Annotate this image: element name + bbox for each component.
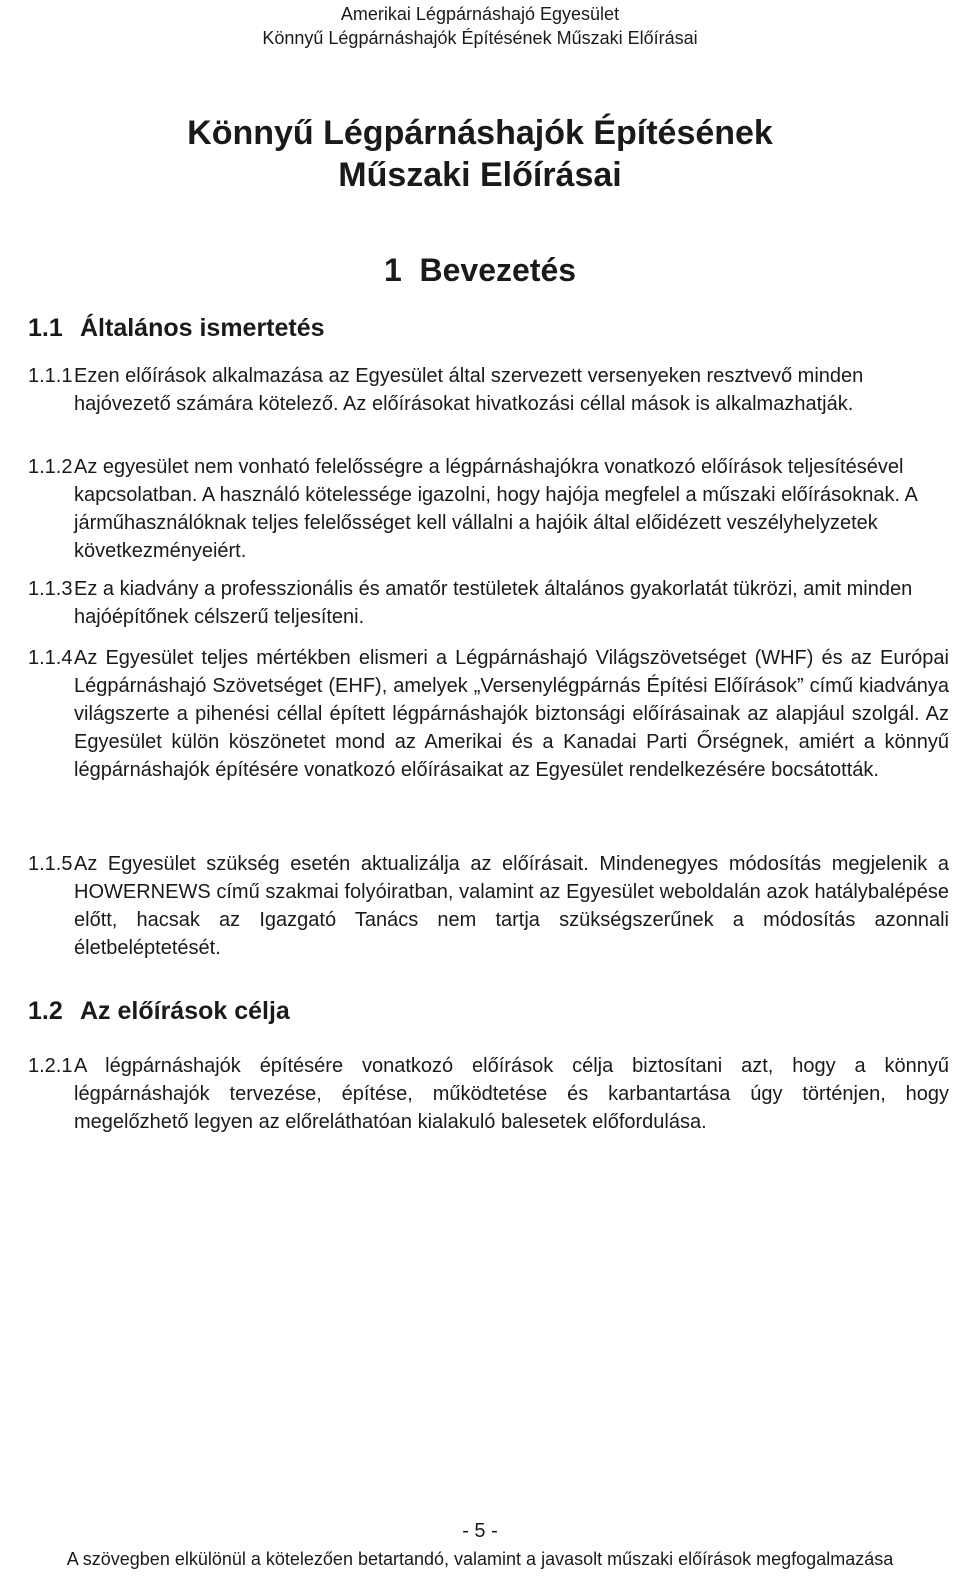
paragraph-text: Ezen előírások alkalmazása az Egyesület által szervezett versenyeken resztvevő minden hajóvezető számára kötelező. Az előírásokat hivatkozási céllal mások is alkalmazhatják. bbox=[74, 365, 864, 415]
section-title: Az előírások célja bbox=[80, 997, 290, 1025]
paragraph-1-1-4 bbox=[28, 644, 950, 784]
paragraph-number: 1.2.1 bbox=[28, 1055, 73, 1077]
section-heading-1-2 bbox=[28, 995, 290, 1027]
header-document-title: Könnyű Légpárnáshajók Építésének Műszaki Előírásai bbox=[262, 28, 698, 48]
paragraph-text: Az egyesület nem vonható felelősségre a légpárnáshajókra vonatkozó előírások teljesítésével kapcsolatban. A használó kötelessége igazolni, hogy hajója megfelel a műszaki előírásoknak. A járműhasználóknak teljes felelősséget kell vállalni a hajóik által előidézett veszélyhelyzetek következményeiért. bbox=[74, 456, 917, 562]
section-title: Általános ismertetés bbox=[80, 314, 325, 342]
paragraph-1-2-1 bbox=[28, 1052, 950, 1136]
section-number: 1.1 bbox=[28, 314, 63, 342]
document-title-line-2: Műszaki Előírásai bbox=[338, 156, 622, 194]
document-title bbox=[0, 112, 960, 196]
chapter-heading: 1 Bevezetés bbox=[383, 252, 577, 288]
paragraph-1-1-3 bbox=[28, 575, 950, 631]
paragraph-1-1-5 bbox=[28, 850, 950, 962]
paragraph-number: 1.1.5 bbox=[28, 853, 73, 875]
paragraph-number: 1.1.2 bbox=[28, 456, 73, 478]
paragraph-text: A légpárnáshajók építésére vonatkozó előírások célja biztosítani azt, hogy a könnyű légpárnáshajók tervezése, építése, működtetése és karbantartása úgy történjen, hogy megelőzhető legyen az előreláthatóan kialakuló balesetek előfordulása. bbox=[74, 1055, 949, 1133]
running-header bbox=[0, 0, 960, 50]
section-heading-1-1 bbox=[28, 312, 325, 344]
paragraph-number: 1.1.4 bbox=[28, 647, 73, 669]
paragraph-number: 1.1.1 bbox=[28, 365, 73, 387]
paragraph-text: Ez a kiadvány a professzionális és amatőr testületek általános gyakorlatát tükrözi, amit minden hajóépítőnek célszerű teljesíteni. bbox=[74, 578, 913, 628]
paragraph-1-1-2 bbox=[28, 453, 950, 565]
paragraph-text: Az Egyesület szükség esetén aktualizálja az előírásait. Mindenegyes módosítás megjelenik a HOWERNEWS című szakmai folyóiratban, valamint az Egyesület weboldalán azok hatálybalépése előtt, hacsak az Igazgató Tanács nem tartja szükségszerűnek a módosítás azonnali életbeléptetését. bbox=[74, 853, 949, 959]
paragraph-1-1-1 bbox=[28, 362, 950, 418]
page-number: - 5 - bbox=[462, 1520, 498, 1542]
footer-note: A szövegben elkülönül a kötelezően betartandó, valamint a javasolt műszaki előírások megfogalmazása bbox=[66, 1549, 894, 1569]
section-number: 1.2 bbox=[28, 997, 63, 1025]
paragraph-number: 1.1.3 bbox=[28, 578, 73, 600]
paragraph-text: Az Egyesület teljes mértékben elismeri a Légpárnáshajó Világszövetséget (WHF) és az Európai Légpárnáshajó Szövetséget (EHF), amelyek „Versenylégpárnás Építési Előírások” című kiadványa világszerte a pihenési céllal épített légpárnáshajók biztonsági előírásainak az alapjául szolgál. Az Egyesület külön köszönetet mond az Amerikai és a Kanadai Parti Őrségnek, amiért a könnyű légpárnáshajók építésére vonatkozó előírásaikat az Egyesület rendelkezésére bocsátották. bbox=[74, 647, 949, 781]
document-title-line-1: Könnyű Légpárnáshajók Építésének bbox=[187, 114, 773, 152]
header-organization: Amerikai Légpárnáshajó Egyesület bbox=[340, 4, 620, 24]
